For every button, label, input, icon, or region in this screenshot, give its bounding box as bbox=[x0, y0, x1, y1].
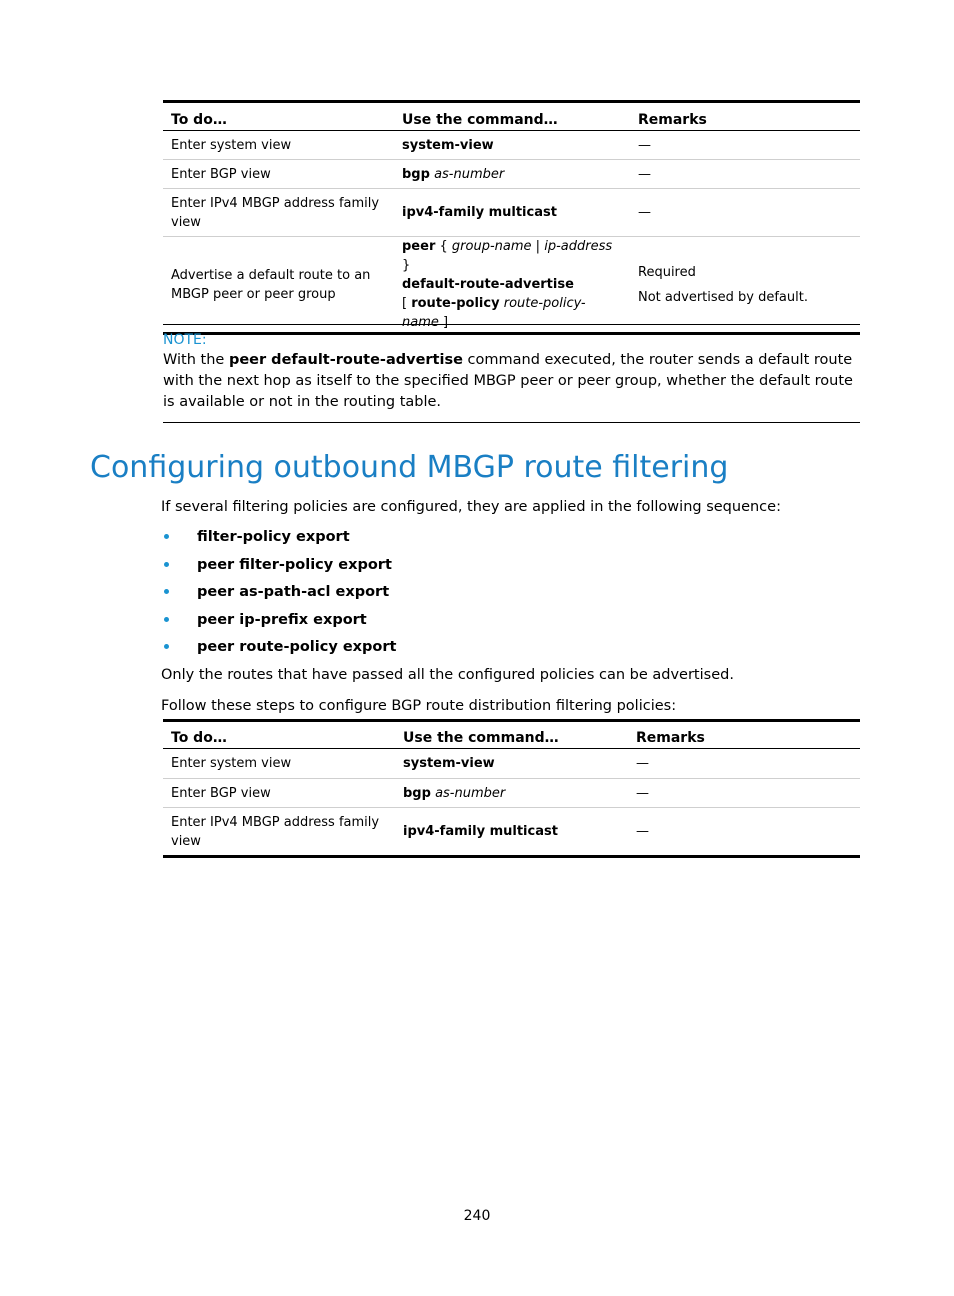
command-table-2 bbox=[163, 719, 860, 858]
intro-paragraph: If several filtering policies are configured, they are applied in the following sequence: bbox=[161, 499, 781, 515]
bracket-open: [ bbox=[402, 296, 408, 311]
bullet-icon bbox=[164, 617, 169, 622]
todo-cell: Enter system view bbox=[171, 756, 292, 771]
command-table-1 bbox=[163, 100, 860, 335]
remark-line: Required bbox=[638, 264, 696, 280]
command-argument: as-number bbox=[435, 785, 506, 801]
list-item bbox=[197, 637, 396, 665]
note-command: peer default-route-advertise bbox=[228, 352, 463, 368]
steps-paragraph: Follow these steps to configure BGP route distribution filtering policies: bbox=[161, 698, 677, 714]
command-keyword: default-route-advertise bbox=[402, 277, 574, 292]
remark-line: Not advertised by default. bbox=[638, 289, 808, 305]
todo-cell: Enter IPv4 MBGP address family view bbox=[163, 808, 395, 857]
command-cell bbox=[395, 779, 628, 808]
note-box bbox=[163, 324, 860, 423]
remark-cell bbox=[630, 237, 860, 334]
command-cell bbox=[395, 808, 628, 857]
remark-cell: — bbox=[630, 160, 860, 189]
note-text-end: command executed, the router sends a default route with the next hop as itself to the specified MBGP peer or peer group, whether the default route is available or not in the routing table. bbox=[163, 352, 853, 410]
header-todo: To do… bbox=[171, 112, 227, 128]
list-item bbox=[197, 555, 396, 583]
command-argument: group-name bbox=[451, 239, 532, 254]
remark-cell: — bbox=[638, 137, 651, 153]
command-cell bbox=[394, 237, 630, 334]
list-item bbox=[197, 610, 396, 638]
bullet-icon bbox=[164, 589, 169, 594]
command-cell bbox=[394, 189, 630, 237]
header-command: Use the command… bbox=[402, 112, 558, 128]
table-row bbox=[163, 749, 860, 779]
bullet-icon bbox=[164, 562, 169, 567]
header-remarks: Remarks bbox=[636, 730, 705, 746]
brace-close: } bbox=[402, 258, 411, 273]
brace-open: { bbox=[439, 239, 448, 254]
list-item bbox=[197, 582, 396, 610]
note-text-start: With the bbox=[163, 352, 229, 368]
table-row bbox=[163, 237, 860, 334]
header-command: Use the command… bbox=[403, 730, 559, 746]
todo-cell: Enter IPv4 MBGP address family view bbox=[163, 189, 394, 237]
table-row bbox=[163, 808, 860, 857]
note-label: NOTE: bbox=[163, 332, 207, 348]
command-argument: as-number bbox=[434, 166, 505, 182]
todo-cell: Enter BGP view bbox=[163, 160, 394, 189]
page-number: 240 bbox=[463, 1208, 491, 1224]
todo-cell: Enter system view bbox=[171, 137, 292, 153]
command-argument: ip-address bbox=[544, 239, 613, 254]
bullet-icon bbox=[164, 644, 169, 649]
todo-cell: Enter BGP view bbox=[163, 779, 395, 808]
section-title: Configuring outbound MBGP route filtering bbox=[90, 450, 729, 485]
bullet-icon bbox=[164, 534, 169, 539]
table-row bbox=[163, 189, 860, 237]
command-keyword: bgp bbox=[402, 166, 430, 182]
remark-cell: — bbox=[636, 756, 649, 771]
command-keyword: bgp bbox=[403, 785, 431, 801]
filter-sequence-list bbox=[197, 527, 396, 665]
list-item-label: peer filter-policy export bbox=[197, 556, 392, 573]
command-keyword: ipv4-family multicast bbox=[403, 824, 558, 839]
remark-cell: — bbox=[628, 779, 860, 808]
command-argument: route-policy-name bbox=[402, 296, 586, 330]
remark-cell: — bbox=[628, 808, 860, 857]
list-item-label: filter-policy export bbox=[197, 529, 350, 545]
list-item-label: peer ip-prefix export bbox=[197, 611, 367, 628]
bracket-close: ] bbox=[443, 315, 449, 330]
note-text bbox=[163, 350, 860, 413]
table-row bbox=[163, 131, 860, 160]
table-row bbox=[163, 160, 860, 189]
header-todo: To do… bbox=[171, 730, 227, 746]
separator: | bbox=[535, 239, 541, 254]
list-item-label: peer route-policy export bbox=[197, 639, 397, 655]
command-cell bbox=[394, 160, 630, 189]
command-keyword: route-policy bbox=[411, 296, 500, 311]
todo-cell: Advertise a default route to an MBGP peer or peer group bbox=[163, 237, 394, 334]
header-remarks: Remarks bbox=[638, 112, 707, 128]
list-item-label: peer as-path-acl export bbox=[197, 584, 390, 600]
command-cell bbox=[394, 131, 630, 160]
command-cell bbox=[395, 749, 628, 779]
command-keyword: system-view bbox=[402, 137, 494, 153]
policy-paragraph: Only the routes that have passed all the configured policies can be advertised. bbox=[161, 667, 734, 683]
command-keyword: system-view bbox=[403, 756, 495, 771]
command-keyword: peer bbox=[402, 239, 436, 254]
list-item bbox=[197, 527, 396, 555]
table-row bbox=[163, 779, 860, 808]
remark-cell: — bbox=[630, 189, 860, 237]
command-keyword: ipv4-family multicast bbox=[402, 205, 557, 220]
